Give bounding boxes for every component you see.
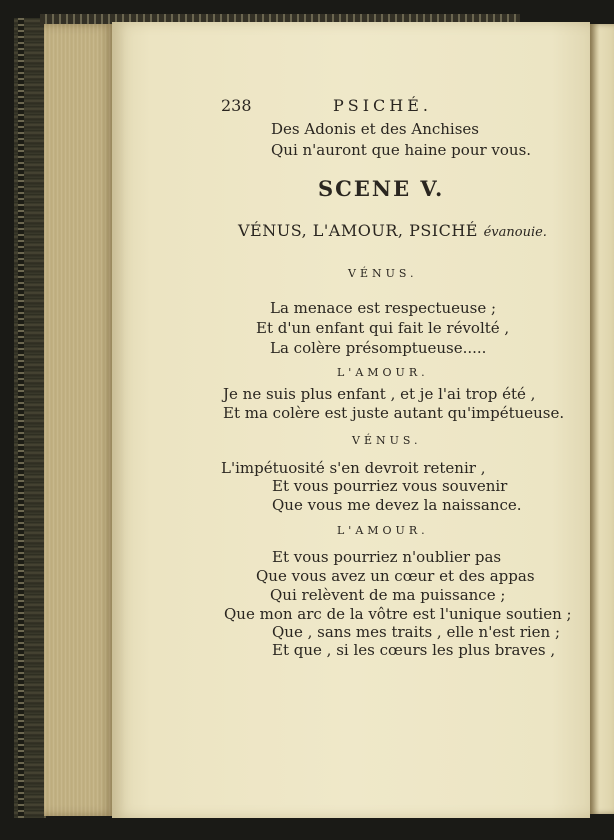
- verse-line: Que vous me devez la naissance.: [272, 496, 522, 514]
- verse-line: Que mon arc de la vôtre est l'unique soutien ;: [224, 605, 572, 623]
- stage-direction: évanouie.: [483, 225, 547, 240]
- verse-line: Et vous pourriez vous souvenir: [272, 477, 508, 495]
- scene-title: SCENE V.: [318, 176, 445, 201]
- speaker-name: L'AMOUR.: [337, 366, 429, 379]
- verse-line: Et d'un enfant qui fait le révolté ,: [256, 319, 510, 337]
- verse-line: Je ne suis plus enfant , et je l'ai trop été ,: [223, 385, 536, 403]
- speaker-name: VÉNUS.: [352, 434, 422, 447]
- scene-characters: [238, 222, 547, 242]
- book-spine: [14, 18, 46, 818]
- verse-line: Et vous pourriez n'oublier pas: [272, 548, 502, 566]
- verse-line: Et que , si les cœurs les plus braves ,: [272, 641, 556, 659]
- verse-line: L'impétuosité s'en devroit retenir ,: [221, 459, 486, 477]
- speaker-name: VÉNUS.: [348, 267, 418, 280]
- verse-line: Qui n'auront que haine pour vous.: [271, 141, 532, 159]
- verse-line: Que , sans mes traits , elle n'est rien ;: [272, 623, 561, 641]
- verse-line: Et ma colère est juste autant qu'impétueuse.: [223, 404, 565, 422]
- page-number: 238: [221, 96, 252, 115]
- running-title: PSICHÉ.: [333, 96, 433, 115]
- verse-line: La menace est respectueuse ;: [270, 299, 497, 317]
- verse-line: Des Adonis et des Anchises: [271, 120, 480, 138]
- verse-line: La colère présomptueuse.....: [270, 339, 487, 357]
- page-block-edges: [44, 24, 114, 816]
- speaker-name: L'AMOUR.: [337, 524, 429, 537]
- facing-page-edge: [590, 24, 614, 814]
- characters-list: VÉNUS, L'AMOUR, PSICHÉ: [238, 221, 478, 240]
- verse-line: Que vous avez un cœur et des appas: [256, 567, 535, 585]
- verse-line: Qui relèvent de ma puissance ;: [270, 586, 506, 604]
